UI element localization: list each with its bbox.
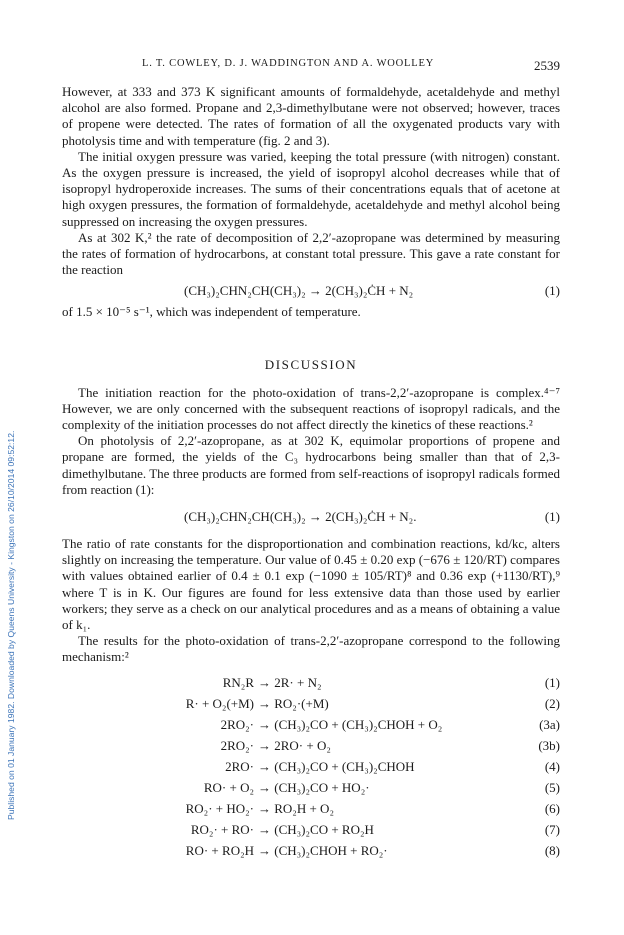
reaction-number: (5): [544, 779, 560, 795]
paragraph-7: The ratio of rate constants for the disproportionation and combination reactions, kd/kc, alters slightly on increasing the temperature. Our value of 0.45 ± 0.20 exp (−676 ± 120/RT) compares with values obtained earlier of 0.4 ± 0.1 exp (−1090 ± 105/RT)⁸ and 0.36 exp (+1130/RT),⁹ where T is in K. Our figures are found for less extensive data than those used by earlier workers; they serve as a check on our analytical procedures and as a means of obtaining a value of k₁.: [62, 536, 560, 633]
mechanism-list: [62, 672, 560, 861]
running-header: [62, 58, 560, 76]
reaction-number: (7): [544, 821, 560, 837]
reaction-number: (3b): [538, 737, 560, 753]
paragraph-2: The initial oxygen pressure was varied, keeping the total pressure (with nitrogen) constant. As the oxygen pressure is increased, the yield of isopropyl alcohol decreases while that of isopropyl hydroperoxide increases. The sums of their concentrations equals that of acetone at high oxygen pressures, the formation of formaldehyde, acetaldehyde and methyl alcohol being suppressed on increasing the oxygen pressures.: [62, 148, 560, 229]
products: → (CH₃)₂CO + RO₂H: [258, 821, 374, 837]
download-watermark-text: Published on 01 January 1982. Downloaded by Queens University - Kingston on 26/10/2014 09:52:12.: [6, 430, 16, 820]
mechanism-row: [62, 735, 560, 756]
equation-1-formula: (CH₃)₂CHN₂CH(CH₃)₂ → 2(CH₃)₂ĊH + N₂: [184, 283, 414, 299]
paragraph-4: of 1.5 × 10⁻⁵ s⁻¹, which was independent of temperature.: [62, 304, 361, 320]
mechanism-row: [62, 693, 560, 714]
mechanism-row: [62, 714, 560, 735]
reactants: 2RO₂·: [220, 716, 254, 732]
reactants: R· + O₂(+M): [185, 695, 254, 711]
paragraph-8: The results for the photo-oxidation of trans-2,2′-azopropane correspond to the following mechanism:²: [62, 633, 560, 665]
reaction-number: (2): [544, 695, 560, 711]
page-number: 2539: [534, 58, 560, 73]
products: → RO₂·(+M): [258, 695, 329, 711]
reactants: RO₂· + HO₂·: [185, 800, 254, 816]
paragraph-1: However, at 333 and 373 K significant amounts of formaldehyde, acetaldehyde and methyl alcohol are also formed. Propane and 2,3-dimethylbutane were not observed; however, traces of propene were detected. The rates of formation of all the oxygenated products vary with photolysis time and with temperature (fig. 2 and 3).: [62, 84, 560, 148]
products: → 2R· + N₂: [258, 674, 322, 690]
products: → 2RO· + O₂: [258, 737, 331, 753]
reactants: 2RO₂·: [220, 737, 254, 753]
reaction-number: (3a): [539, 716, 560, 732]
mechanism-row: [62, 819, 560, 840]
equation-2-formula: (CH₃)₂CHN₂CH(CH₃)₂ → 2(CH₃)₂ĊH + N₂.: [184, 509, 417, 525]
article-body: [62, 84, 560, 861]
paragraph-5: The initiation reaction for the photo-oxidation of trans-2,2′-azopropane is complex.⁴⁻⁷ However, we are only concerned with the subsequent reactions of isopropyl radicals, and the complexity of the initiation processes do not affect directly the kinetics of these reactions.²: [62, 384, 560, 433]
paragraph-3: As at 302 K,² the rate of decomposition of 2,2′-azopropane was determined by measuring the rates of formation of hydrocarbons, at constant total pressure. This gave a rate constant for the reaction: [62, 229, 560, 278]
reaction-number: (8): [544, 842, 560, 858]
equation-1-number: (1): [544, 283, 560, 299]
products: → (CH₃)₂CO + HO₂·: [258, 779, 370, 795]
products: → (CH₃)₂CO + (CH₃)₂CHOH + O₂: [258, 716, 443, 732]
paragraph-6: On photolysis of 2,2′-azopropane, as at 302 K, equimolar proportions of propene and propane are formed, the yields of the C₃ hydrocarbons being smaller than that of 2,3-dimethylbutane. The three products are formed from self-reactions of isopropyl radicals formed from reaction (1):: [62, 433, 560, 497]
reaction-number: (4): [544, 758, 560, 774]
reactants: RN₂R: [222, 674, 254, 690]
mechanism-row: [62, 672, 560, 693]
equation-2: [62, 504, 560, 530]
equation-2-number: (1): [544, 509, 560, 525]
equation-1: [62, 278, 560, 304]
mechanism-row: [62, 756, 560, 777]
products: → RO₂H + O₂: [258, 800, 334, 816]
reaction-number: (6): [544, 800, 560, 816]
mechanism-row: [62, 777, 560, 798]
download-watermark: [4, 40, 18, 820]
header-authors: L. T. COWLEY, D. J. WADDINGTON AND A. WOOLLEY: [142, 58, 435, 69]
products: → (CH₃)₂CHOH + RO₂·: [258, 842, 388, 858]
section-heading: DISCUSSION: [264, 356, 358, 372]
mechanism-row: [62, 840, 560, 861]
reaction-number: (1): [544, 674, 560, 690]
reactants: RO₂· + RO·: [190, 821, 254, 837]
reactants: RO· + RO₂H: [185, 842, 254, 858]
products: → (CH₃)₂CO + (CH₃)₂CHOH: [258, 758, 415, 774]
mechanism-row: [62, 798, 560, 819]
reactants: 2RO·: [225, 758, 254, 774]
reactants: RO· + O₂: [203, 779, 254, 795]
